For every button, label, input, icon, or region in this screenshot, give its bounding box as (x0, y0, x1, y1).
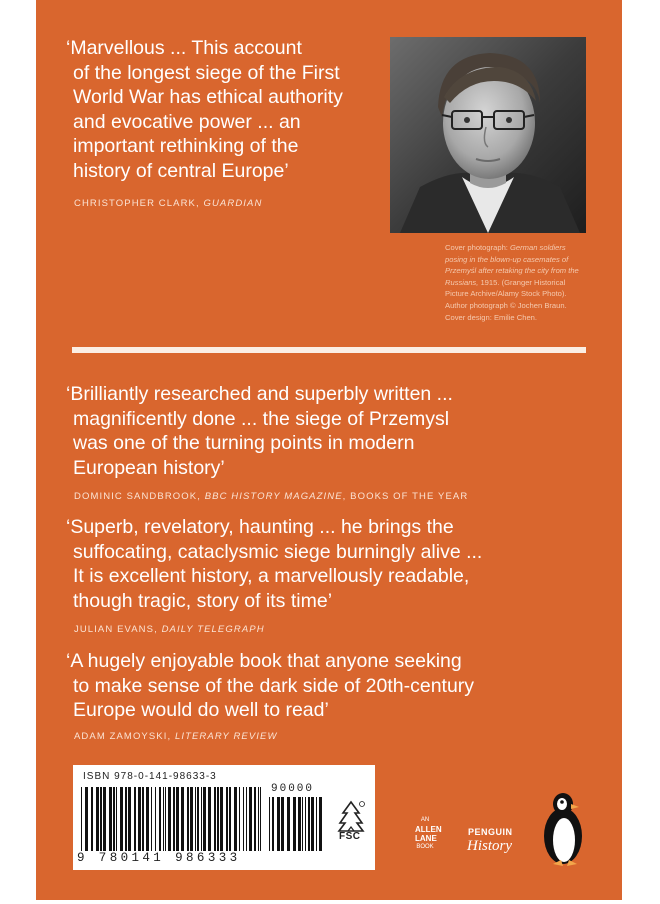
series-sub: History (467, 838, 512, 854)
quote-line: It is excellent history, a marvellously readable, (73, 565, 470, 587)
back-cover (36, 0, 622, 900)
attribution-name: JULIAN EVANS, (74, 624, 162, 635)
isbn-barcode (81, 787, 263, 851)
quote-line: magnificently done ... the siege of Przemysl (73, 407, 450, 430)
divider (72, 347, 586, 353)
publisher-lane: LANE (415, 834, 437, 843)
fsc-logo (335, 799, 367, 843)
quote-line: World War has ethical authority (73, 86, 343, 108)
quote-line: and evocative power ... an (73, 110, 301, 133)
attribution-name: ADAM ZAMOYSKI, (74, 731, 175, 742)
attribution-name: DOMINIC SANDBROOK, (74, 491, 205, 502)
fsc-label: FSC (339, 831, 361, 842)
credits-italic: German soldiers posing in the blown-up casemates of Przemyśl after retaking the city from the Russians, (445, 243, 579, 287)
quote-line: to make sense of the dark side of 20th-century (73, 674, 475, 697)
quote-line: of the longest siege of the First (73, 61, 340, 84)
attribution-source: GUARDIAN (203, 198, 263, 209)
cover-credits (445, 242, 587, 323)
credits-rest: 1915. (Granger Historical Picture Archive/Alamy Stock Photo). Author photograph © Jochen Braun. Cover design: Emilie Chen. (445, 277, 567, 322)
quote-line: though tragic, story of its time’ (73, 589, 333, 612)
quote-3 (66, 515, 586, 613)
quote-1-attribution (74, 198, 262, 209)
barcode-panel (73, 765, 375, 870)
penguin-icon (541, 790, 585, 868)
quote-4 (66, 649, 586, 723)
quote-line: ‘Brilliantly researched and superbly written ... (66, 383, 453, 405)
author-photo-image (390, 37, 586, 233)
publisher-allen: ALLEN (415, 825, 442, 834)
attribution-source: DAILY TELEGRAPH (161, 624, 265, 635)
allen-lane-logo (415, 816, 442, 852)
quote-4-attribution (74, 731, 278, 742)
author-photo (390, 37, 586, 233)
quote-2-attribution (74, 491, 468, 502)
quote-line: European history’ (73, 456, 225, 479)
quote-line: important rethinking of the (73, 135, 299, 157)
attribution-source: BBC HISTORY MAGAZINE (204, 491, 343, 502)
publisher-an: AN (420, 817, 430, 823)
quote-line: Europe would do well to read’ (73, 699, 329, 721)
quote-3-attribution (74, 624, 265, 635)
quote-1 (66, 36, 386, 183)
quote-line: ‘Superb, revelatory, haunting ... he brings the (66, 516, 454, 538)
isbn-text: ISBN 978-0-141-98633-3 (83, 771, 217, 782)
price-barcode (269, 797, 323, 851)
credits-prefix: Cover photograph: (445, 243, 511, 252)
attribution-name: CHRISTOPHER CLARK, (74, 198, 204, 209)
isbn-digits: 9 780141 986333 (77, 851, 241, 865)
publisher-book: BOOK (416, 844, 434, 850)
quote-line: history of central Europe’ (73, 159, 289, 182)
price-code: 90000 (271, 783, 315, 795)
series-name: PENGUIN (468, 827, 513, 837)
quote-line: ‘Marvellous ... This account (66, 37, 302, 59)
attribution-suffix: , BOOKS OF THE YEAR (342, 491, 469, 502)
quote-line: was one of the turning points in modern (73, 432, 415, 454)
quote-2 (66, 382, 586, 480)
attribution-source: LITERARY REVIEW (174, 731, 278, 742)
quote-line: suffocating, cataclysmic siege burningly alive ... (73, 540, 483, 563)
quote-line: ‘A hugely enjoyable book that anyone seeking (66, 650, 462, 672)
penguin-logo-svg (541, 790, 585, 868)
